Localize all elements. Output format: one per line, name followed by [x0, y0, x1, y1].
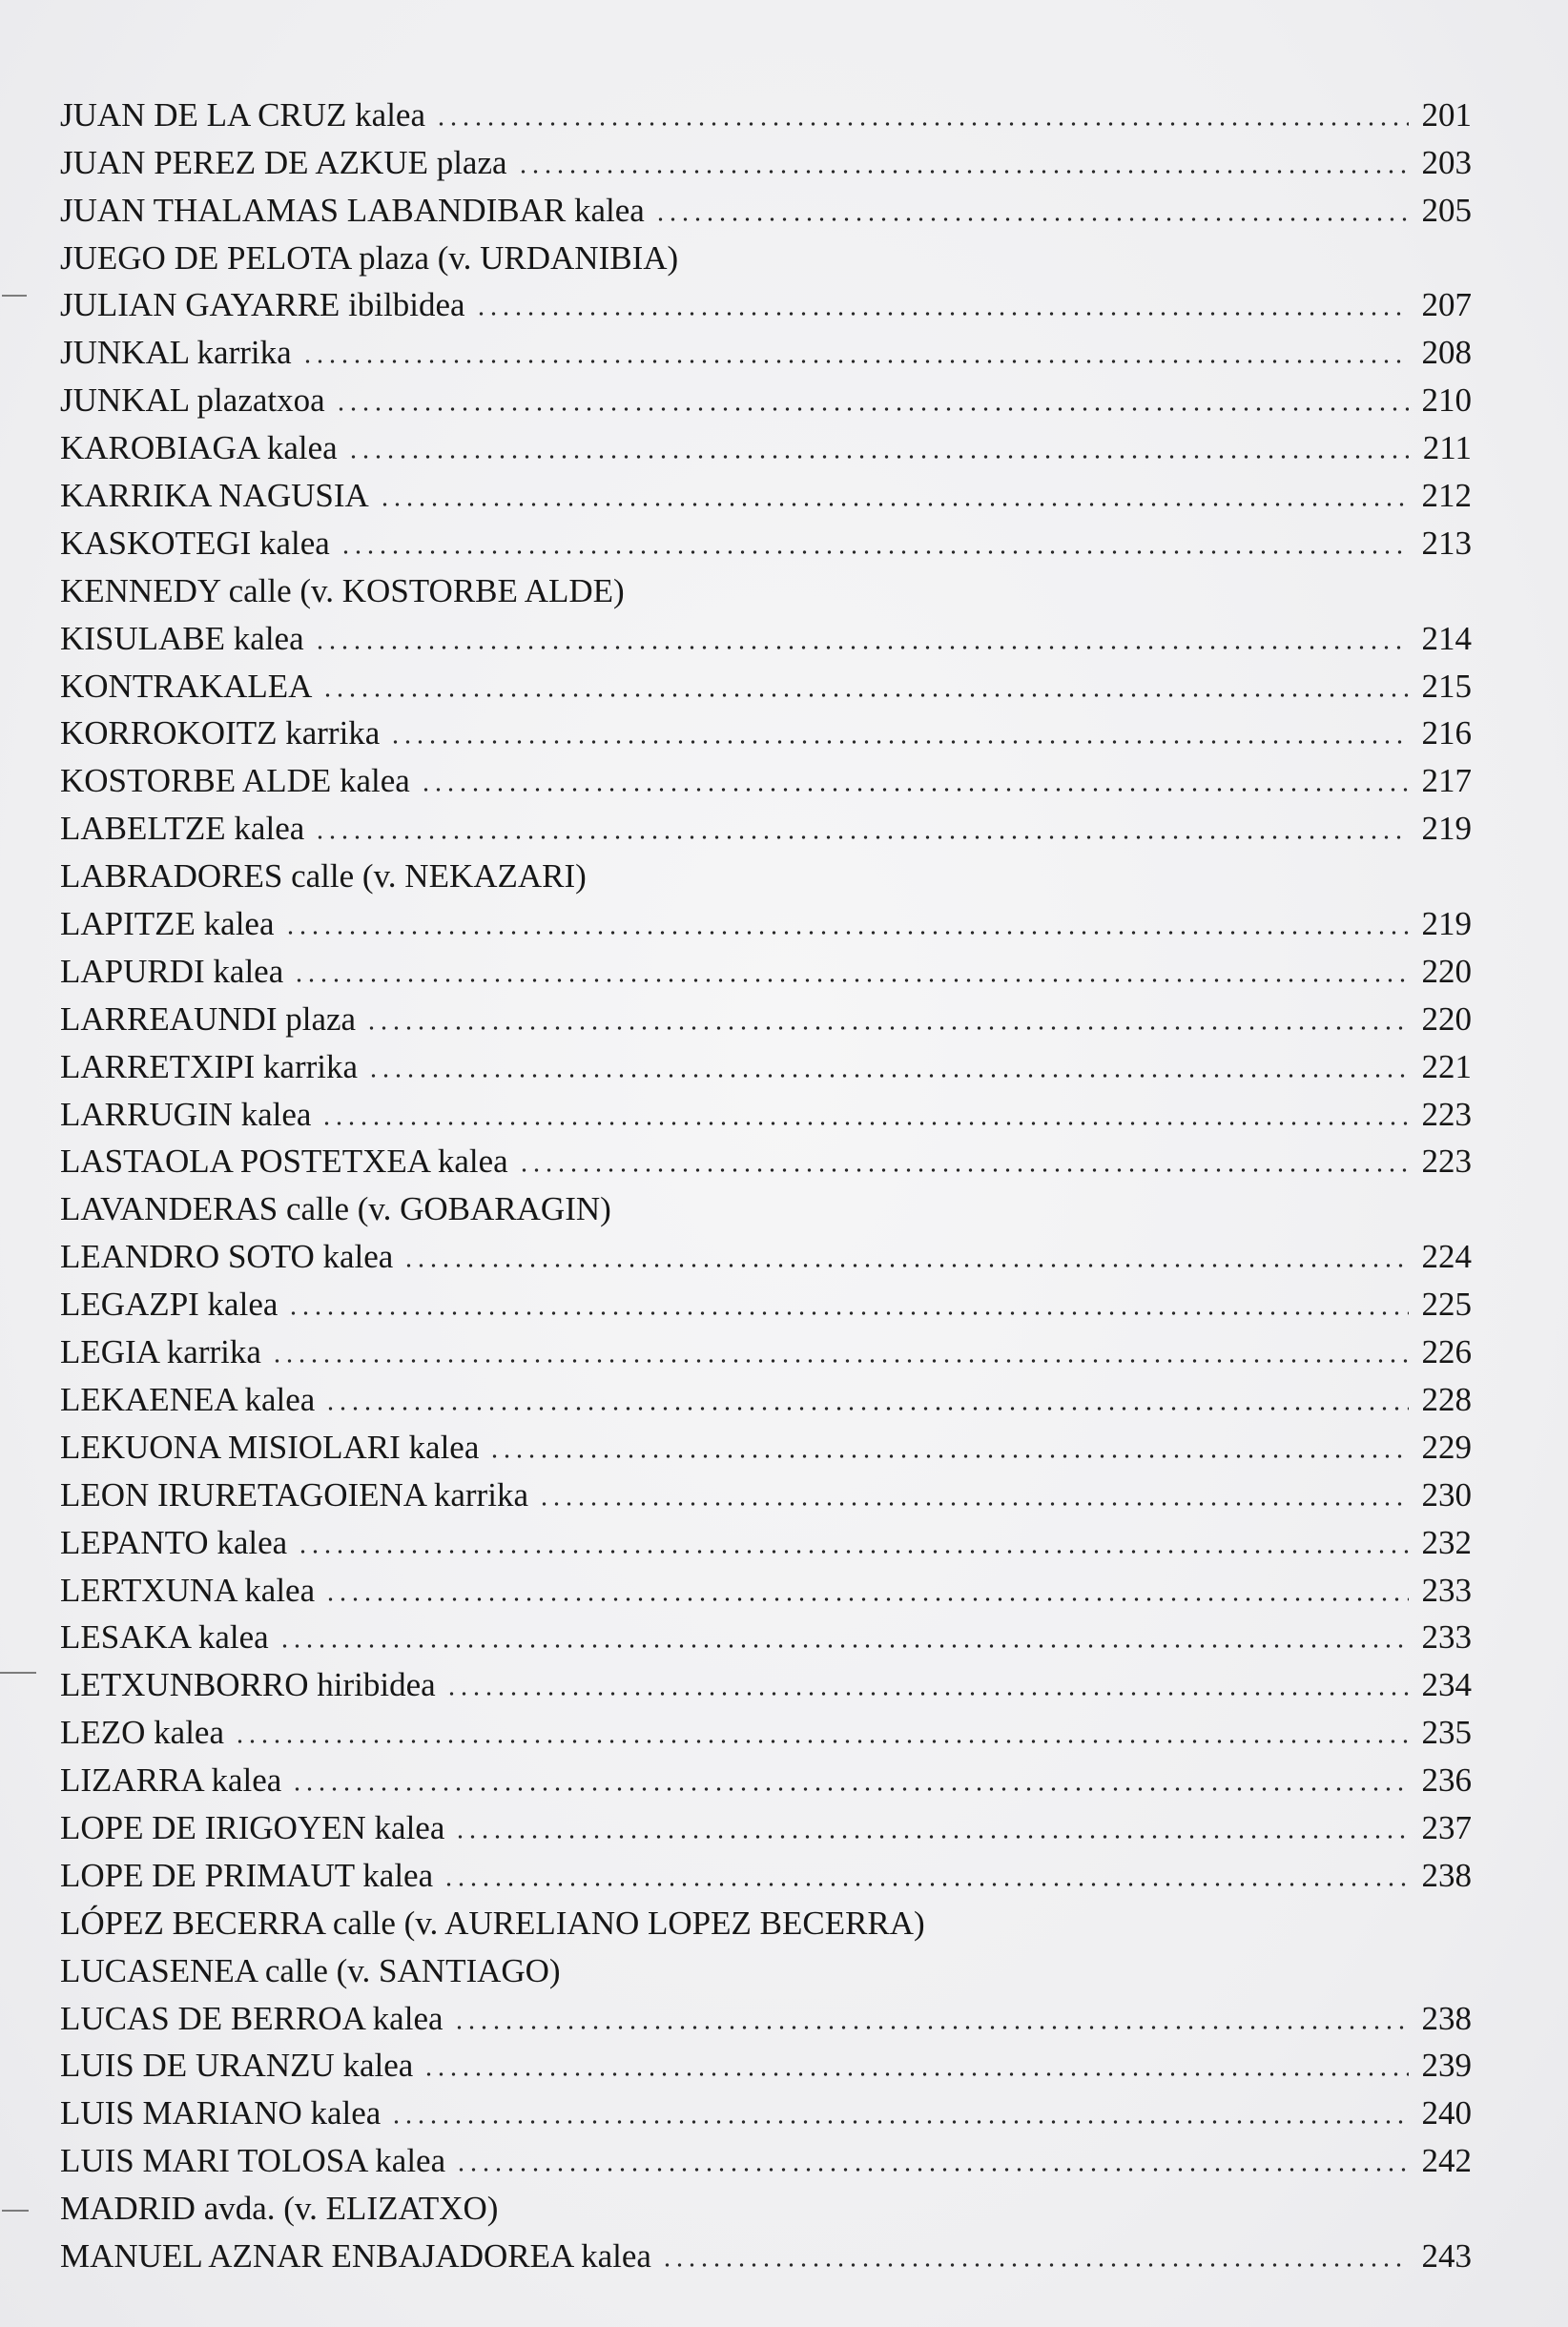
index-entry	[60, 940, 1472, 988]
dot-leader	[379, 503, 1409, 506]
entry-page-number: 220	[1421, 999, 1472, 1038]
entry-page-number: 236	[1421, 1761, 1472, 1800]
index-entry	[60, 179, 1472, 227]
entry-page-number: 243	[1421, 2236, 1472, 2275]
dot-leader	[335, 407, 1409, 411]
index-entry	[60, 2082, 1472, 2130]
entry-street-name: KONTRAKALEA	[60, 667, 313, 705]
index-entry	[60, 1083, 1472, 1131]
dot-leader	[435, 122, 1409, 126]
entry-page-number: 228	[1421, 1380, 1472, 1418]
dot-leader	[517, 170, 1409, 174]
index-entry	[60, 1512, 1472, 1559]
entry-street-name: JULIAN GAYARRE ibilbidea	[60, 286, 465, 324]
entry-page-number: 216	[1421, 714, 1472, 752]
entry-street-name: LOPE DE IRIGOYEN kalea	[60, 1808, 445, 1846]
entry-page-number: 226	[1421, 1333, 1472, 1371]
entry-street-name: LARREAUNDI plaza	[60, 999, 357, 1038]
entry-page-number: 208	[1421, 334, 1472, 372]
dot-leader	[454, 1835, 1409, 1839]
entry-page-number: 240	[1421, 2094, 1472, 2132]
index-entry	[60, 893, 1472, 943]
dot-leader	[661, 2263, 1409, 2267]
entry-page-number: 234	[1421, 1666, 1472, 1704]
entry-street-name: LÓPEZ BECERRA calle (v. AURELIANO LOPEZ BECERRA)	[60, 1904, 925, 1942]
dot-leader	[402, 1264, 1409, 1267]
entry-page-number: 207	[1421, 286, 1472, 324]
entry-page-number: 217	[1421, 762, 1472, 800]
entry-street-name: LARRUGIN kalea	[60, 1095, 312, 1133]
index-entry	[60, 1892, 1472, 1940]
entry-page-number: 211	[1422, 429, 1472, 467]
entry-street-name: LETXUNBORRO hiribidea	[60, 1666, 436, 1704]
entry-street-name: KASKOTEGI kalea	[60, 524, 330, 562]
index-entry	[60, 1321, 1472, 1369]
street-index-list	[60, 84, 1472, 2273]
entry-page-number: 238	[1421, 1856, 1472, 1894]
index-entry	[60, 2177, 1472, 2228]
entry-street-name: KARRIKA NAGUSIA	[60, 477, 369, 515]
index-entry	[60, 84, 1472, 132]
dot-leader	[320, 1122, 1409, 1125]
index-entry	[60, 560, 1472, 607]
entry-street-name: LABELTZE kalea	[60, 810, 305, 848]
entry-street-name: LEANDRO SOTO kalea	[60, 1238, 394, 1276]
dot-leader	[390, 2120, 1409, 2124]
entry-page-number: 242	[1421, 2142, 1472, 2180]
entry-street-name: JUAN DE LA CRUZ kalea	[60, 95, 426, 134]
index-entry	[60, 1036, 1472, 1083]
entry-street-name: LEGAZPI kalea	[60, 1286, 279, 1324]
entry-page-number: 233	[1421, 1571, 1472, 1609]
entry-page-number: 232	[1421, 1523, 1472, 1561]
entry-street-name: MADRID avda. (v. ELIZATXO)	[60, 2190, 499, 2228]
dot-leader	[279, 1644, 1409, 1648]
dot-leader	[475, 312, 1409, 316]
dot-leader	[538, 1502, 1409, 1506]
index-entry	[60, 1844, 1472, 1892]
index-entry	[60, 227, 1472, 275]
margin-pencil-mark	[2, 2210, 29, 2212]
index-entry	[60, 417, 1472, 467]
dot-leader	[420, 788, 1409, 792]
entry-street-name: JUNKAL karrika	[60, 334, 292, 372]
index-entry	[60, 1940, 1472, 1987]
index-entry	[60, 655, 1472, 703]
index-entry	[60, 1701, 1472, 1752]
index-entry	[60, 1654, 1472, 1704]
entry-page-number: 223	[1421, 1143, 1472, 1181]
entry-page-number: 225	[1421, 1286, 1472, 1324]
dot-leader	[347, 455, 1409, 459]
dot-leader	[518, 1168, 1409, 1172]
index-entry	[60, 797, 1472, 848]
entry-street-name: LEGIA karrika	[60, 1333, 261, 1371]
entry-page-number: 219	[1421, 905, 1472, 943]
index-entry	[60, 321, 1472, 372]
entry-page-number: 221	[1421, 1047, 1472, 1085]
index-entry	[60, 1559, 1472, 1607]
dot-leader	[389, 740, 1409, 744]
entry-page-number: 220	[1421, 952, 1472, 990]
index-entry	[60, 2035, 1472, 2083]
index-entry	[60, 464, 1472, 515]
index-entry	[60, 1131, 1472, 1179]
dot-leader	[314, 646, 1409, 649]
entry-page-number: 214	[1421, 619, 1472, 657]
dot-leader	[654, 217, 1409, 221]
entry-page-number: 212	[1421, 477, 1472, 515]
index-entry	[60, 1464, 1472, 1512]
dot-leader	[284, 931, 1410, 935]
entry-street-name: LERTXUNA kalea	[60, 1571, 316, 1609]
index-entry	[60, 2130, 1472, 2180]
dot-leader	[293, 978, 1409, 982]
entry-street-name: KORROKOITZ karrika	[60, 714, 381, 752]
dot-leader	[287, 1311, 1409, 1315]
entry-page-number: 215	[1421, 667, 1472, 705]
entry-street-name: KAROBIAGA kalea	[60, 429, 338, 467]
index-entry	[60, 1797, 1472, 1844]
index-entry	[60, 750, 1472, 800]
index-entry	[60, 607, 1472, 655]
entry-page-number: 229	[1421, 1428, 1472, 1466]
dot-leader	[234, 1740, 1409, 1743]
index-entry	[60, 1607, 1472, 1655]
dot-leader	[340, 550, 1409, 554]
entry-street-name: LUCASENEA calle (v. SANTIAGO)	[60, 1951, 561, 1989]
entry-street-name: LEZO kalea	[60, 1714, 224, 1752]
entry-street-name: LABRADORES calle (v. NEKAZARI)	[60, 857, 587, 896]
entry-street-name: MANUEL AZNAR ENBAJADOREA kalea	[60, 2236, 651, 2275]
entry-page-number: 237	[1421, 1808, 1472, 1846]
dot-leader	[324, 1597, 1409, 1601]
dot-leader	[453, 2026, 1409, 2029]
dot-leader	[423, 2072, 1409, 2076]
index-entry	[60, 845, 1472, 896]
entry-street-name: LAVANDERAS calle (v. GOBARAGIN)	[60, 1190, 611, 1228]
index-entry	[60, 2225, 1472, 2273]
index-entry	[60, 512, 1472, 560]
entry-street-name: LEKUONA MISIOLARI kalea	[60, 1428, 480, 1466]
entry-page-number: 205	[1421, 191, 1472, 229]
entry-street-name: KENNEDY calle (v. KOSTORBE ALDE)	[60, 571, 625, 609]
index-entry	[60, 1369, 1472, 1416]
entry-page-number: 235	[1421, 1714, 1472, 1752]
entry-street-name: KISULABE kalea	[60, 619, 304, 657]
entry-street-name: LUIS MARI TOLOSA kalea	[60, 2142, 446, 2180]
entry-street-name: LEON IRURETAGOIENA karrika	[60, 1475, 528, 1514]
entry-page-number: 223	[1421, 1095, 1472, 1133]
index-entry	[60, 988, 1472, 1036]
entry-street-name: LARRETXIPI karrika	[60, 1047, 359, 1085]
dot-leader	[367, 1074, 1409, 1078]
dot-leader	[445, 1692, 1409, 1696]
dot-leader	[297, 1550, 1409, 1554]
entry-street-name: LEPANTO kalea	[60, 1523, 288, 1561]
dot-leader	[455, 2168, 1409, 2172]
margin-pencil-mark	[2, 295, 27, 297]
entry-street-name: LEKAENEA kalea	[60, 1380, 316, 1418]
entry-street-name: KOSTORBE ALDE kalea	[60, 762, 410, 800]
index-entry	[60, 1178, 1472, 1228]
entry-page-number: 201	[1421, 95, 1472, 134]
entry-street-name: LASTAOLA POSTETXEA kalea	[60, 1143, 508, 1181]
entry-street-name: LUIS MARIANO kalea	[60, 2094, 382, 2132]
entry-page-number: 238	[1421, 1999, 1472, 2037]
dot-leader	[324, 1407, 1409, 1411]
entry-page-number: 239	[1421, 2047, 1472, 2085]
index-entry	[60, 1749, 1472, 1800]
margin-pencil-mark	[0, 1672, 36, 1674]
index-entry	[60, 1987, 1472, 2035]
entry-page-number: 233	[1421, 1618, 1472, 1657]
index-entry	[60, 1273, 1472, 1324]
entry-page-number: 230	[1421, 1475, 1472, 1514]
dot-leader	[321, 693, 1409, 697]
dot-leader	[443, 1883, 1409, 1886]
index-entry	[60, 369, 1472, 420]
entry-page-number: 224	[1421, 1238, 1472, 1276]
index-entry	[60, 703, 1472, 751]
entry-street-name: LESAKA kalea	[60, 1618, 269, 1657]
index-entry	[60, 275, 1472, 322]
index-entry	[60, 1225, 1472, 1276]
entry-street-name: JUNKAL plazatxoa	[60, 381, 325, 420]
dot-leader	[301, 360, 1409, 363]
entry-street-name: LUIS DE URANZU kalea	[60, 2047, 414, 2085]
entry-street-name: LAPURDI kalea	[60, 952, 284, 990]
entry-street-name: JUEGO DE PELOTA plaza (v. URDANIBIA)	[60, 238, 679, 277]
entry-street-name: LUCAS DE BERROA kalea	[60, 1999, 444, 2037]
dot-leader	[488, 1454, 1409, 1458]
entry-street-name: LAPITZE kalea	[60, 905, 275, 943]
entry-street-name: LOPE DE PRIMAUT kalea	[60, 1856, 434, 1894]
entry-street-name: LIZARRA kalea	[60, 1761, 282, 1800]
entry-street-name: JUAN PEREZ DE AZKUE plaza	[60, 143, 507, 181]
index-entry	[60, 132, 1472, 179]
entry-page-number: 213	[1421, 524, 1472, 562]
dot-leader	[365, 1026, 1409, 1030]
entry-page-number: 219	[1421, 810, 1472, 848]
dot-leader	[291, 1787, 1409, 1791]
index-entry	[60, 1416, 1472, 1464]
dot-leader	[314, 835, 1409, 839]
entry-page-number: 210	[1421, 381, 1472, 420]
entry-street-name: JUAN THALAMAS LABANDIBAR kalea	[60, 191, 645, 229]
entry-page-number: 203	[1421, 143, 1472, 181]
dot-leader	[271, 1359, 1409, 1363]
